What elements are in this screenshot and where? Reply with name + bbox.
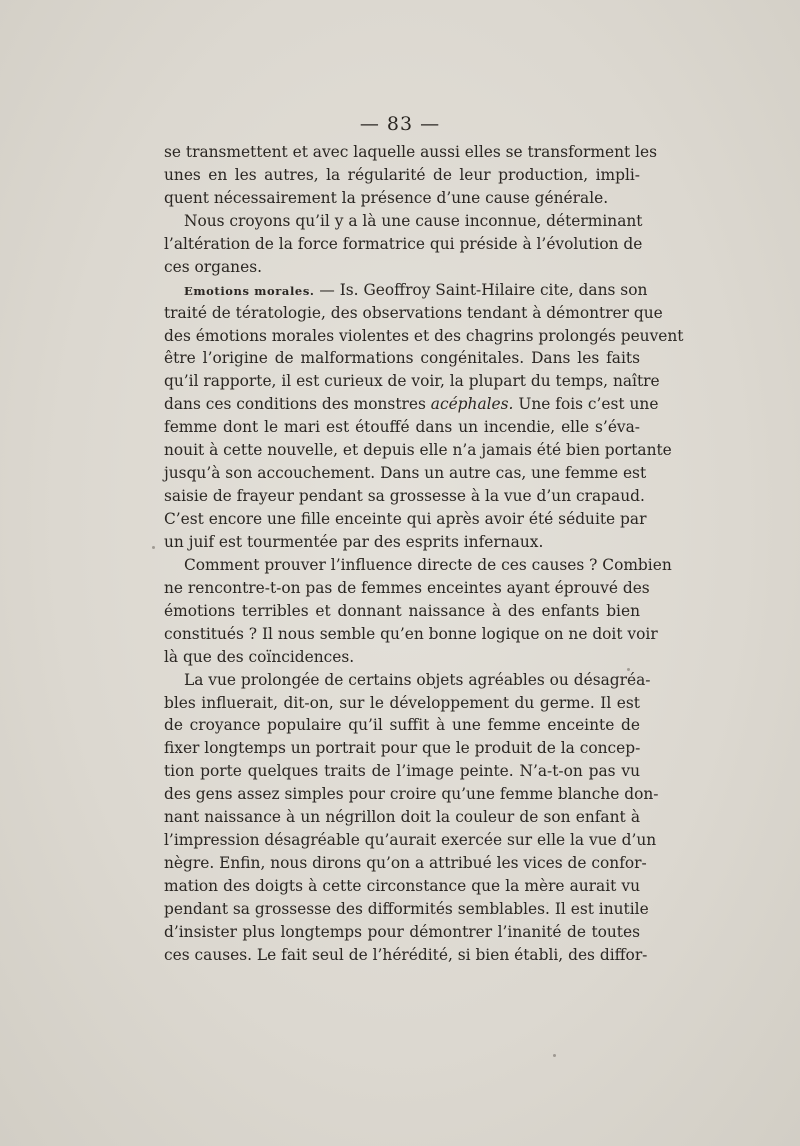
text-line-italic (164, 393, 659, 416)
text-line: qu’il rapporte, il est curieux de voir, la plupart du temps, naître (164, 372, 660, 391)
text-line: ne rencontre-t-on pas de femmes enceintes ayant éprouvé des (164, 578, 650, 597)
text-line: émotions terribles et donnant naissance à des enfants bien (164, 601, 640, 620)
italic-term: acéphales. (430, 395, 514, 414)
page-number: — 83 — (359, 113, 441, 135)
text-line: constitués ? Il nous semble qu’en bonne logique on ne doit voir (164, 624, 658, 643)
paper-speck (627, 668, 630, 671)
text-line: unes en les autres, la régularité de leur production, impli- (164, 165, 640, 184)
text-line: être l’origine de malformations congénitales. Dans les faits (164, 349, 640, 368)
text-fragment: dans ces conditions des monstres (164, 395, 426, 414)
text-line: l’altération de la force formatrice qui préside à l’évolution de (164, 234, 643, 253)
text-line: traité de tératologie, des observations tendant à démontrer que (164, 303, 663, 322)
text-line: C’est encore une fille enceinte qui après avoir été séduite par (164, 510, 647, 528)
text-line: jusqu’à son accouchement. Dans un autre cas, une femme est (164, 464, 647, 483)
text-line: tion porte quelques traits de l’image peinte. N’a-t-on pas vu (164, 762, 640, 781)
text-line: saisie de frayeur pendant sa grossesse à la vue d’un crapaud. (164, 487, 645, 506)
body-text (164, 141, 684, 967)
text-line: des gens assez simples pour croire qu’une femme blanche don- (164, 785, 659, 804)
text-line: se transmettent et avec laquelle aussi elles se transforment les (164, 143, 658, 161)
text-fragment: Une fois c’est une (518, 395, 659, 414)
text-line: fixer longtemps un portrait pour que le produit de la concep- (164, 739, 641, 758)
text-line: mation des doigts à cette circonstance que la mère aurait vu (164, 877, 640, 895)
text-line: ces organes. (164, 257, 262, 276)
text-line: Nous croyons qu’il y a là une cause inconnue, déterminant (184, 211, 643, 230)
text-line: bles influerait, dit-on, sur le développement du germe. Il est (164, 693, 640, 712)
text-line: l’impression désagréable qu’aurait exercée sur elle la vue d’un (164, 831, 657, 850)
paper-speck (553, 1054, 556, 1057)
text-line: La vue prolongée de certains objets agréables ou désagréa- (184, 670, 651, 689)
section-first-line (164, 279, 648, 302)
text-line: des émotions morales violentes et des chagrins prolongés peuvent (164, 326, 684, 345)
text-line: un juif est tourmentée par des esprits infernaux. (164, 532, 544, 551)
text-line: nègre. Enfin, nous dirons qu’on a attribué les vices de confor- (164, 854, 647, 873)
text-line: Comment prouver l’influence directe de ces causes ? Combien (184, 555, 672, 574)
text-line: d’insister plus longtemps pour démontrer l’inanité de toutes (164, 922, 640, 941)
text-line: pendant sa grossesse des difformités semblables. Il est inutile (164, 899, 649, 918)
text-line: quent nécessairement la présence d’une cause générale. (164, 188, 609, 207)
text-line: nouit à cette nouvelle, et depuis elle n’a jamais été bien portante (164, 441, 672, 460)
text-line: là que des coïncidences. (164, 647, 355, 666)
paper-speck (152, 546, 155, 549)
section-first-line-text: — Is. Geoffroy Saint-Hilaire cite, dans son (319, 280, 648, 299)
text-line: de croyance populaire qu’il suffit à une femme enceinte de (164, 716, 640, 735)
text-line: femme dont le mari est étouffé dans un incendie, elle s’éva- (164, 418, 640, 437)
section-heading: Emotions morales. (184, 283, 315, 298)
text-line: nant naissance à un négrillon doit la couleur de son enfant à (164, 808, 640, 827)
text-line: ces causes. Le fait seul de l’hérédité, si bien établi, des diffor- (164, 945, 648, 964)
